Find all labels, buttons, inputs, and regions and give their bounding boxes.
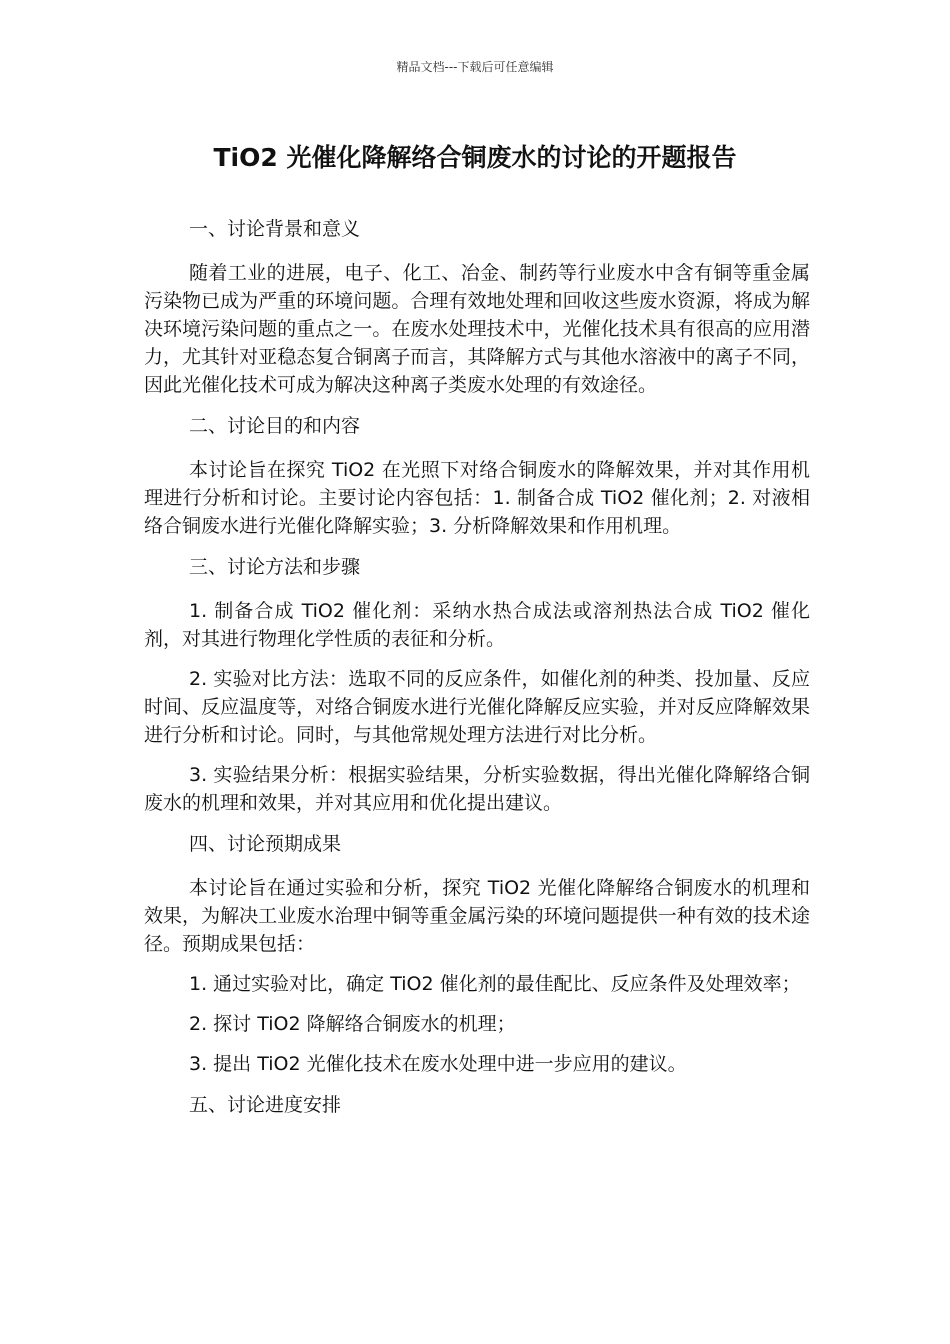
paragraph: 2. 探讨 TiO2 降解络合铜废水的机理； — [189, 1013, 516, 1035]
paragraph: 1. 制备合成 TiO2 催化剂：采纳水热合成法或溶剂热法合成 TiO2 催化剂，对其进行物理化学性质的表征和分析。 — [144, 600, 810, 650]
section-heading: 三、讨论方法和步骤 — [189, 556, 361, 578]
document-body — [144, 214, 810, 1135]
paragraph: 随着工业的进展，电子、化工、冶金、制药等行业废水中含有铜等重金属污染物已成为严重的环境问题。合理有效地处理和回收这些废水资源，将成为解决环境污染问题的重点之一。在废水处理技术中，光催化技术具有很高的应用潜力，尤其针对亚稳态复合铜离子而言，其降解方式与其他水溶液中的离子不同，因此光催化技术可成为解决这种离子类废水处理的有效途径。 — [144, 262, 810, 396]
section-heading: 一、讨论背景和意义 — [189, 218, 361, 240]
section-heading: 二、讨论目的和内容 — [189, 415, 361, 437]
paragraph: 本讨论旨在通过实验和分析，探究 TiO2 光催化降解络合铜废水的机理和效果，为解决工业废水治理中铜等重金属污染的环境问题提供一种有效的技术途径。预期成果包括： — [144, 877, 810, 955]
header-note: 精品文档---下载后可任意编辑 — [396, 60, 554, 74]
paragraph: 2. 实验对比方法：选取不同的反应条件，如催化剂的种类、投加量、反应时间、反应温度等，对络合铜废水进行光催化降解反应实验，并对反应降解效果进行分析和讨论。同时，与其他常规处理方法进行对比分析。 — [144, 668, 810, 746]
paragraph: 本讨论旨在探究 TiO2 在光照下对络合铜废水的降解效果，并对其作用机理进行分析和讨论。主要讨论内容包括：1. 制备合成 TiO2 催化剂；2. 对液相络合铜废水进行光催化降解实验；3. 分析降解效果和作用机理。 — [144, 459, 810, 537]
section-heading: 四、讨论预期成果 — [189, 833, 342, 855]
paragraph: 3. 提出 TiO2 光催化技术在废水处理中进一步应用的建议。 — [189, 1053, 687, 1075]
section-heading: 五、讨论进度安排 — [189, 1094, 342, 1116]
paragraph: 1. 通过实验对比，确定 TiO2 催化剂的最佳配比、反应条件及处理效率； — [189, 973, 801, 995]
document-title: TiO2 光催化降解络合铜废水的讨论的开题报告 — [213, 143, 737, 172]
paragraph: 3. 实验结果分析：根据实验结果，分析实验数据，得出光催化降解络合铜废水的机理和效果，并对其应用和优化提出建议。 — [144, 764, 810, 814]
